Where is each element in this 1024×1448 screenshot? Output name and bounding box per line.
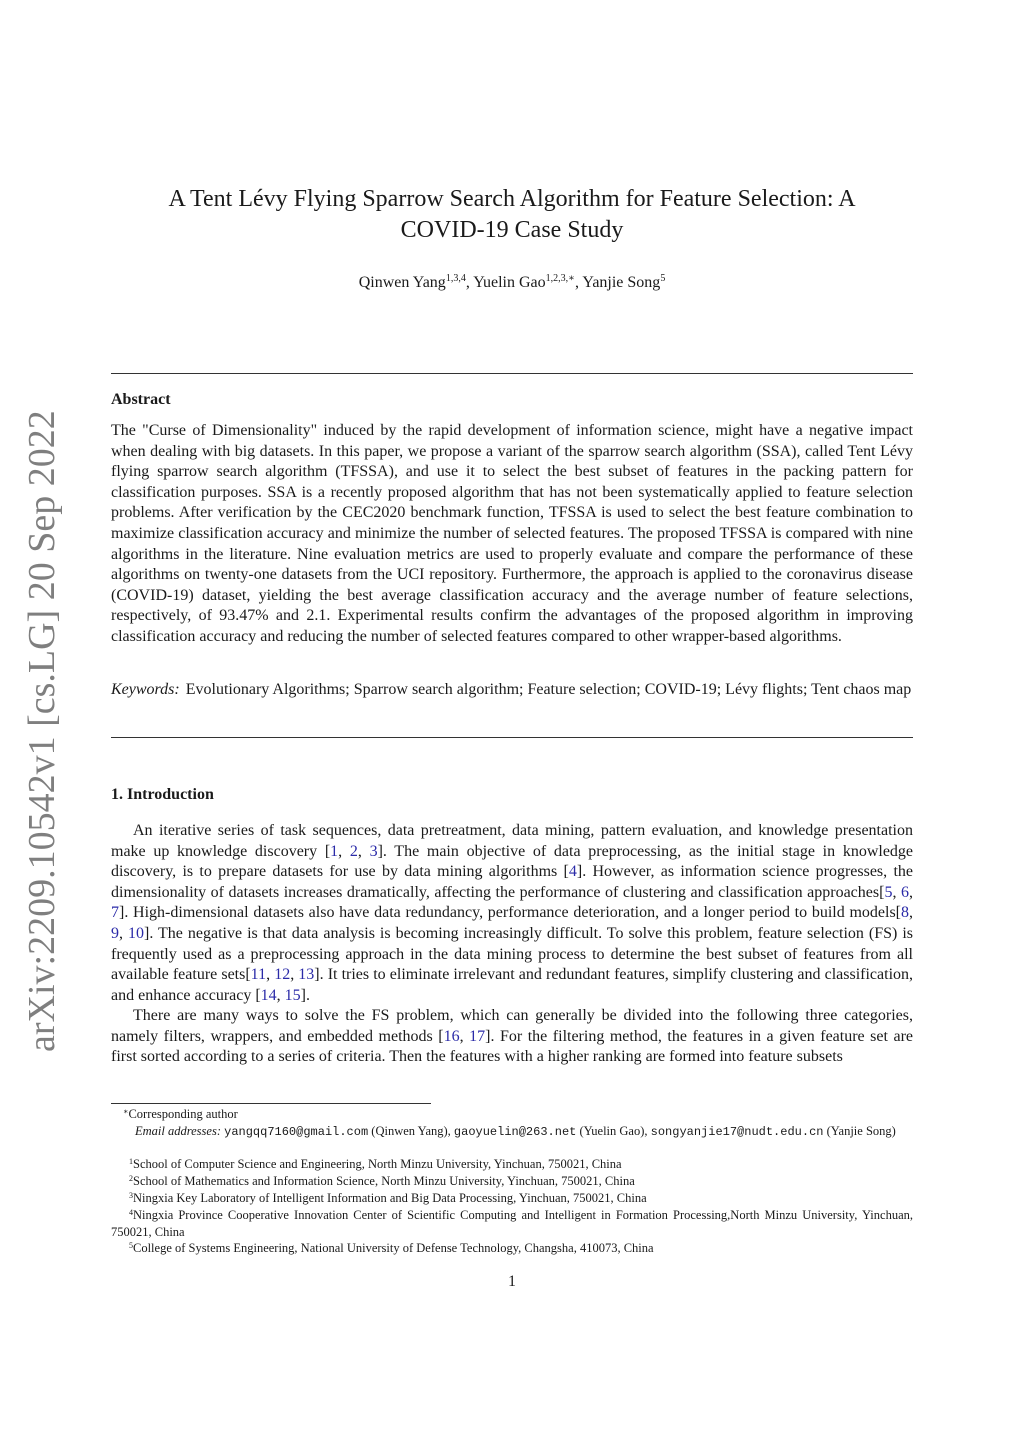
- author-separator: ,: [465, 274, 474, 291]
- intro-paragraph-1: An iterative series of task sequences, data pretreatment, data mining, pattern evaluation, and knowledge presentation make up knowledge discovery [1, 2, 3]. The main objective of data preprocessing, as the initial stage in knowledge discovery, is to prepare datasets for use by data mining algorithms [4]. However, as information science progresses, the dimensionality of datasets increases dramatically, affecting the performance of clustering and classification approaches[5, 6, 7]. High-dimensional datasets also have data redundancy, performance deterioration, and a longer period to build models[8, 9, 10]. The negative is that data analysis is becoming increasingly difficult. To solve this problem, feature selection (FS) is frequently used as a preprocessing approach in the data mining process to determine the best subset of features from all available feature sets[11, 12, 13]. It tries to eliminate irrelevant and redundant features, simplify clustering and classification, and enhance accuracy [14, 15].: [111, 822, 914, 1004]
- footnote-rule: [111, 1103, 431, 1104]
- email-link[interactable]: yangqq7160@gmail.com: [224, 1125, 369, 1139]
- footnote-mark: 2: [129, 1174, 133, 1183]
- citation-link[interactable]: 4: [568, 863, 577, 881]
- section-heading-introduction: 1. Introduction: [111, 786, 214, 803]
- page-number: 1: [508, 1273, 516, 1290]
- title-line-1: A Tent Lévy Flying Sparrow Search Algorithm for Feature Selection: A: [168, 186, 856, 212]
- footnote-mark: ∗: [123, 1107, 129, 1116]
- citation-link[interactable]: 12: [274, 966, 291, 984]
- footnote-affiliation: [111, 1240, 913, 1257]
- author-list: [0, 274, 1024, 292]
- author-name: Yuelin Gao: [473, 274, 546, 291]
- citation-link[interactable]: 17: [469, 1027, 486, 1045]
- email-link[interactable]: songyanjie17@nudt.edu.cn: [650, 1125, 824, 1139]
- keywords-label: Keywords:: [111, 681, 180, 698]
- intro-paragraph-2: There are many ways to solve the FS problem, which can generally be divided into the following three categories, namely filters, wrappers, and embedded methods [16, 17]. For the filtering method, the features in a given feature set are first sorted according to a series of criteria. Then the features with a higher ranking are formed into feature subsets: [111, 1007, 914, 1066]
- title-line-2: COVID-19 Case Study: [400, 217, 624, 243]
- citation-link[interactable]: 1: [330, 842, 339, 860]
- footnote-mark: 1: [129, 1157, 133, 1166]
- author-separator: ,: [574, 274, 583, 291]
- footnote-text: Corresponding author: [128, 1107, 238, 1121]
- email-owner: (Yanjie Song): [823, 1124, 896, 1138]
- footnote-affiliation: [111, 1190, 913, 1207]
- author-affiliation: 5: [660, 273, 666, 284]
- citation-link[interactable]: 3: [369, 842, 378, 860]
- citation-link[interactable]: 15: [284, 986, 301, 1004]
- author-affiliation: 1,2,3,∗: [545, 273, 575, 284]
- email-link[interactable]: gaoyuelin@263.net: [453, 1125, 577, 1139]
- email-owner: (Yuelin Gao),: [576, 1124, 651, 1138]
- abstract-top-rule: [111, 373, 913, 374]
- citation-link[interactable]: 9: [111, 924, 119, 942]
- footnote-affiliation: [111, 1207, 913, 1241]
- author-name: Qinwen Yang: [358, 274, 446, 291]
- citation-link[interactable]: 10: [128, 924, 144, 942]
- citation-link[interactable]: 2: [349, 842, 358, 860]
- citation-link[interactable]: 5: [884, 883, 893, 901]
- abstract-heading: Abstract: [111, 391, 171, 408]
- footnote-text: College of Systems Engineering, National University of Defense Technology, Changsha, 410073, China: [133, 1241, 654, 1255]
- citation-link[interactable]: 16: [443, 1027, 460, 1045]
- citation-link[interactable]: 14: [260, 986, 277, 1004]
- citation-link[interactable]: 6: [901, 883, 910, 901]
- email-owner: (Qinwen Yang),: [368, 1124, 454, 1138]
- citation-link[interactable]: 7: [111, 904, 119, 922]
- footnote-affiliation: [111, 1156, 913, 1173]
- author-name: Yanjie Song: [582, 274, 661, 291]
- footnote-emails: [111, 1123, 913, 1141]
- footnote-text: School of Mathematics and Information Science, North Minzu University, Yinchuan, 750021, China: [133, 1174, 635, 1188]
- keywords-text: Evolutionary Algorithms; Sparrow search algorithm; Feature selection; COVID-19; Lévy flights; Tent chaos map: [185, 681, 912, 698]
- abstract-text: The "Curse of Dimensionality" induced by the rapid development of information science, might have a negative impact when dealing with big datasets. In this paper, we propose a variant of the sparrow search algorithm (SSA), called Tent Lévy flying sparrow search algorithm (TFSSA), and use it to select the best subset of features in the packing pattern for classification purposes. SSA is a recently proposed algorithm that has not been systematically applied to feature selection problems. After verification by the CEC2020 benchmark function, TFSSA is used to select the best feature combination to maximize classification accuracy and minimize the number of selected features. The proposed TFSSA is compared with nine algorithms in the literature. Nine evaluation metrics are used to properly evaluate and compare the performance of these algorithms on twenty-one datasets from the UCI repository. Furthermore, the approach is applied to the coronavirus disease (COVID-19) dataset, yielding the best average classification accuracy and the average number of feature selections, respectively, of 93.47% and 2.1. Experimental results confirm the advantages of the proposed algorithm in improving classification accuracy and reducing the number of selected features compared to other wrapper-based algorithms.: [111, 422, 913, 645]
- abstract-bottom-rule: [111, 737, 913, 738]
- footnote-corresponding: [111, 1106, 913, 1123]
- citation-link[interactable]: 8: [901, 904, 909, 922]
- citation-link[interactable]: 11: [250, 966, 267, 984]
- footnote-text: School of Computer Science and Engineering, North Minzu University, Yinchuan, 750021, China: [133, 1157, 622, 1171]
- footnote-text: Ningxia Key Laboratory of Intelligent Information and Big Data Processing, Yinchuan, 750021, China: [133, 1191, 647, 1205]
- footnote-affiliation: [111, 1173, 913, 1190]
- citation-link[interactable]: 13: [298, 966, 315, 984]
- arxiv-sidebar-stamp: arXiv:2209.10542v1 [cs.LG] 20 Sep 2022: [21, 410, 63, 1052]
- footnote-mark: 4: [129, 1208, 133, 1217]
- keywords: [111, 680, 913, 701]
- footnote-text: Ningxia Province Cooperative Innovation Center of Scientific Computing and Intelligent in Formation Processing,North Minzu University, Yinchuan, 750021, China: [111, 1208, 913, 1239]
- footnote-mark: 3: [129, 1191, 133, 1200]
- author-affiliation: 1,3,4: [445, 273, 466, 284]
- footnote-mark: 5: [129, 1241, 133, 1250]
- paper-title: [0, 184, 1024, 246]
- email-label: Email addresses:: [135, 1124, 221, 1138]
